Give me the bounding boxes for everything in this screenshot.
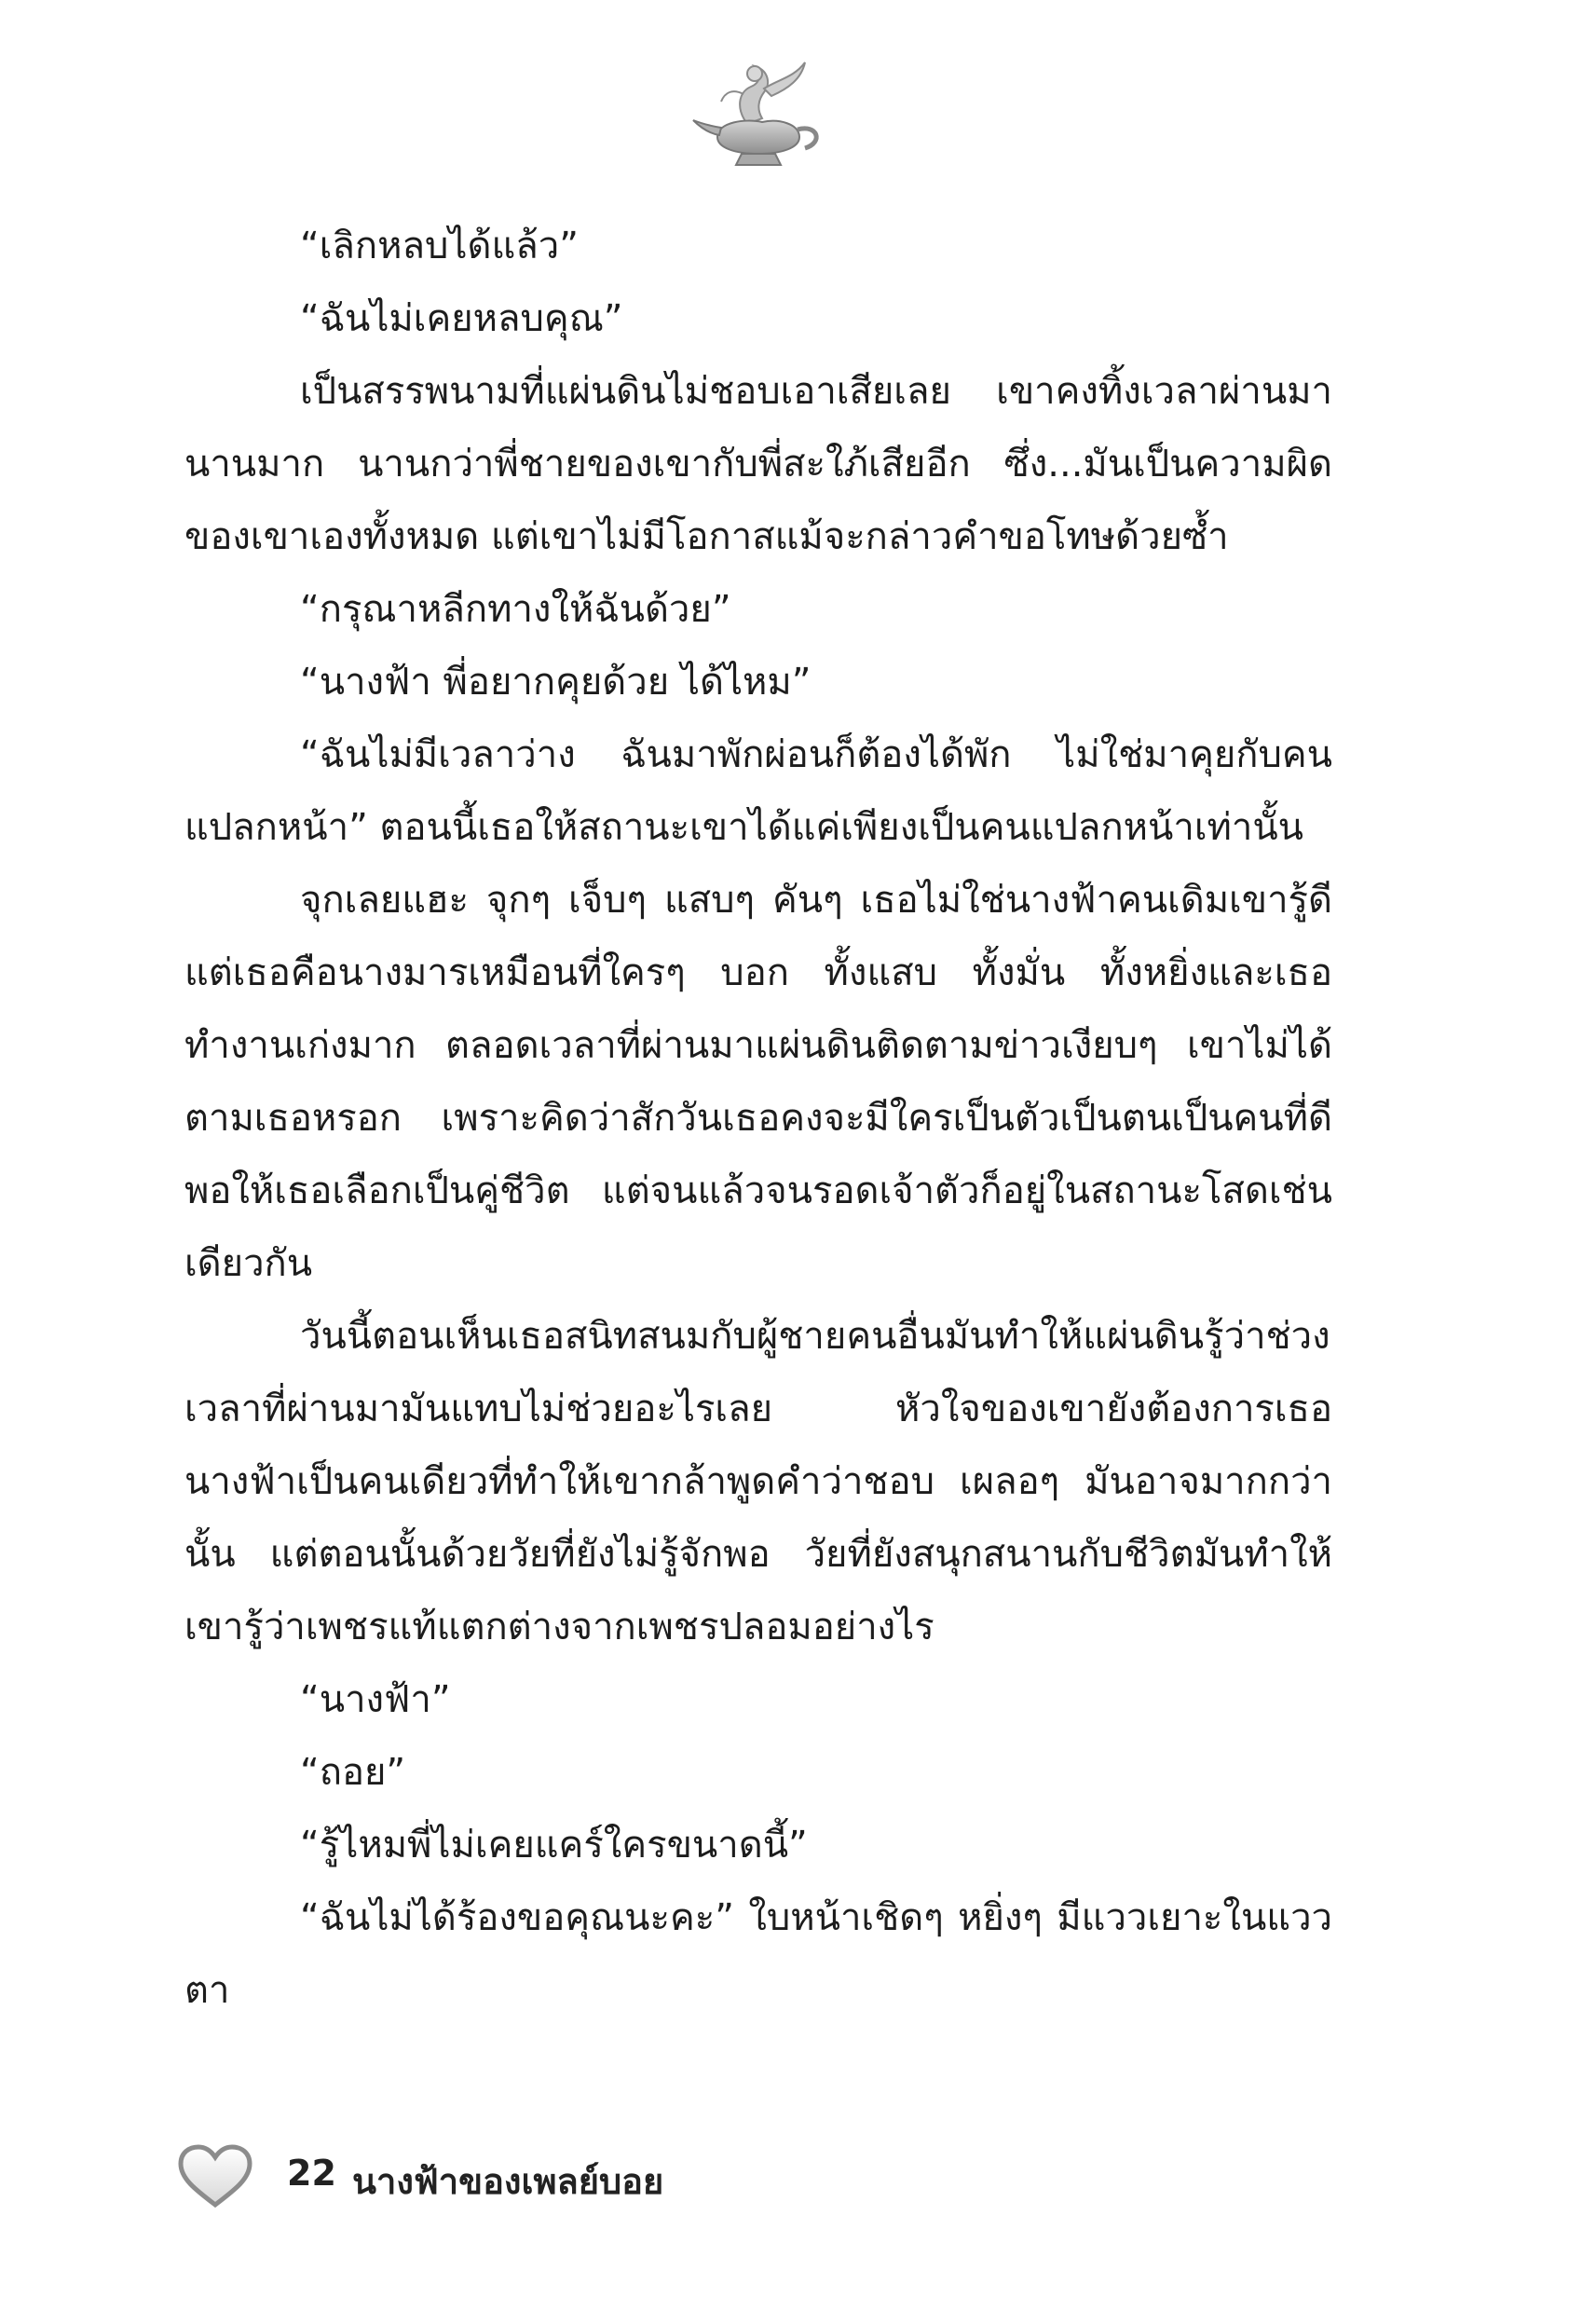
heart-icon <box>177 2143 253 2210</box>
paragraph: “ฉันไม่มีเวลาว่าง ฉันมาพักผ่อนก็ต้องได้พัก ไม่ใช่มาคุยกับคนแปลกหน้า” ตอนนี้เธอให้สถานะเขาได้แค่เพียงเป็นคนแปลกหน้าเท่านั้น <box>184 733 1332 849</box>
paragraph: เป็นสรรพนามที่แผ่นดินไม่ชอบเอาเสียเลย เขาคงทิ้งเวลาผ่านมานานมาก นานกว่าพี่ชายของเขากับพี่สะใภ้เสียอีก ซึ่ง...มันเป็นความผิดของเขาเองทั้งหมด แต่เขาไม่มีโอกาสแม้จะกล่าวคำขอโทษด้วยซ้ำ <box>184 370 1332 558</box>
paragraph: จุกเลยแฮะ จุกๆ เจ็บๆ แสบๆ คันๆ เธอไม่ใช่นางฟ้าคนเดิมเขารู้ดี แต่เธอคือนางมารเหมือนที่ใครๆ บอก ทั้งแสบ ทั้งมั่น ทั้งหยิ่งและเธอทำงานเก่งมาก ตลอดเวลาที่ผ่านมาแผ่นดินติดตามข่าวเงียบๆ เขาไม่ได้ตามเธอหรอก เพราะคิดว่าสักวันเธอคงจะมีใครเป็นตัวเป็นตนเป็นคนที่ดีพอให้เธอเลือกเป็นคู่ชีวิต แต่จนแล้วจนรอดเจ้าตัวก็อยู่ในสถานะโสดเช่นเดียวกัน <box>184 879 1332 1285</box>
paragraph: วันนี้ตอนเห็นเธอสนิทสนมกับผู้ชายคนอื่นมันทำให้แผ่นดินรู้ว่าช่วงเวลาที่ผ่านมามันแทบไม่ช่วยอะไรเลย หัวใจของเขายังต้องการเธอนางฟ้าเป็นคนเดียวที่ทำให้เขากล้าพูดคำว่าชอบ เผลอๆ มันอาจมากกว่านั้น แต่ตอนนั้นด้วยวัยที่ยังไม่รู้จักพอ วัยที่ยังสนุกสนานกับชีวิตมันทำให้เขารู้ว่าเพชรแท้แตกต่างจากเพชรปลอมอย่างไร <box>184 1315 1332 1648</box>
paragraph: “ฉันไม่ได้ร้องขอคุณนะคะ” ใบหน้าเชิดๆ หยิ่งๆ มีแววเยาะในแววตา <box>184 1896 1332 2012</box>
paragraph: “ฉันไม่เคยหลบคุณ” <box>300 297 623 340</box>
body-text <box>184 210 1332 2027</box>
paragraph: “นางฟ้า” <box>300 1678 451 1721</box>
page-number: 22 <box>287 2153 336 2194</box>
page-footer <box>177 2143 1016 2218</box>
paragraph: “รู้ไหมพี่ไม่เคยแคร์ใครขนาดนี้” <box>300 1824 808 1867</box>
book-title: นางฟ้าของเพลย์บอย <box>352 2161 664 2202</box>
genie-lamp-icon <box>689 51 829 172</box>
paragraph: “กรุณาหลีกทางให้ฉันด้วย” <box>300 588 731 631</box>
paragraph: “เลิกหลบได้แล้ว” <box>300 225 579 267</box>
paragraph: “นางฟ้า พี่อยากคุยด้วย ได้ไหม” <box>300 661 812 704</box>
paragraph: “ถอย” <box>300 1751 406 1794</box>
